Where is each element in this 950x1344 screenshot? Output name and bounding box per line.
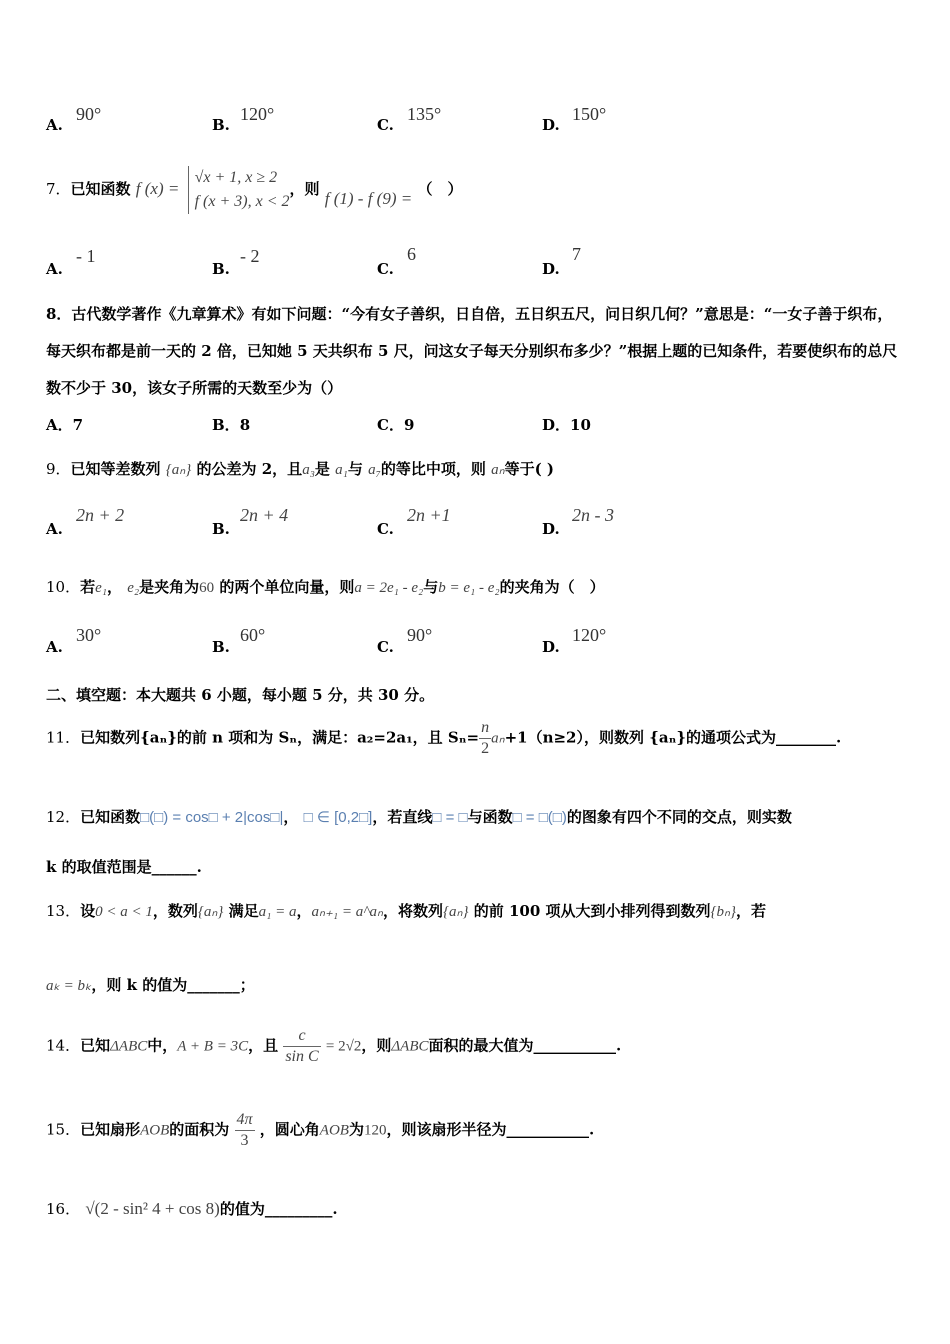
q15-frac-top: 4π [235,1110,255,1131]
q12-line: □ = □ [432,809,468,826]
q13-line-2 [46,974,255,995]
q6-option-d-letter: D. [542,116,560,134]
q14-text-2: 中， [147,1036,178,1055]
q8-option-a-letter: A． [46,416,73,434]
q10-vector-a: a = 2e₁ - e₂ [354,580,424,596]
q13-bseq: {bₙ} [710,904,736,920]
q13-seq: {aₙ} [197,904,224,920]
q7-option-c-letter: C. [377,260,394,278]
q10-text-5: 与 [423,578,439,596]
q15-number: 15． [46,1120,81,1139]
q7-option-d-value: 7 [572,244,581,264]
section-2-header: 二、填空题：本大题共 6 小题，每小题 5 分，共 30 分。 [46,686,435,704]
q13-condition: 0 < a < 1 [95,904,153,920]
q14-text-5: 面积的最大值为___________. [428,1036,622,1055]
question-16 [46,1198,338,1219]
q10-text-3: 是夹角为 [139,578,200,596]
q9-option-d-letter: D. [542,520,560,538]
q7-option-b-letter: B. [212,260,230,278]
q8-option-d [542,414,591,435]
q6-option-b-letter: B. [212,116,230,134]
q9-text-1: 已知等差数列 [70,460,161,478]
q11-frac-bot: 2 [481,740,490,757]
q7-text-post: （ ） [417,180,463,198]
q14-triangle-2: ΔABC [391,1038,429,1055]
q9-option-d-value: 2n - 3 [572,505,614,525]
q9-number: 9． [46,460,71,478]
q13-text-1: 设 [80,902,96,920]
question-10 [46,576,605,597]
q9-a7: a₇ [368,462,381,478]
q15-text-1: 已知扇形 [80,1120,141,1139]
q12-text-3: ，若直线 [372,808,433,826]
question-9 [46,458,554,479]
q14-frac-top: c [283,1026,320,1047]
question-14 [46,1026,621,1067]
q10-option-c-letter: C. [377,638,394,656]
q9-option-a-letter: A. [46,520,63,538]
q13-text-6: 的前 100 项从大到小排列得到数列 [473,902,711,920]
q10-text-2: ， [106,578,122,596]
q9-text-5: 的等比中项，则 [380,460,486,478]
q13-number: 13． [46,902,81,920]
q14-angle-sum: A + B = 3C [177,1038,249,1055]
q12-text-4: 与函数 [467,808,513,826]
q15-text-3: ，圆心角 [259,1120,320,1139]
question-7 [46,166,462,214]
q9-text-2: 的公差为 2，且 [196,460,303,478]
q12-text-5: 的图象有四个不同的交点，则实数 [566,808,792,826]
q7-option-c-value: 6 [407,244,416,264]
q7-case-1: √x + 1, x ≥ 2 [194,169,278,186]
q9-an: aₙ [491,462,505,478]
q12-function: □(□) = cos□ + 2|cos□| [140,809,284,826]
q7-piecewise [188,166,290,214]
question-11 [46,718,841,759]
q7-option-a-value: - 1 [76,246,96,266]
q16-expression: √(2 - sin² 4 + cos 8) [85,1199,220,1218]
q13-text-8: ，则 k 的值为_______； [91,976,255,994]
q7-fx: f (x) = [135,179,180,198]
q6-option-c-value: 135° [407,104,442,124]
q7-option-d-letter: D. [542,260,560,278]
q14-text-1: 已知 [80,1036,111,1055]
q14-text-3: ，且 [248,1036,279,1055]
q6-option-b-value: 120° [240,104,275,124]
q9-option-c-letter: C. [377,520,394,538]
q8-option-d-value: 10 [570,416,591,434]
q12-line-2: k 的取值范围是______. [46,858,202,876]
q15-text-4: 为 [348,1120,364,1139]
q10-e1: e₁ [95,580,107,596]
q9-option-c-value: 2n +1 [407,505,451,525]
q11-an: aₙ [491,730,505,747]
q6-option-c-letter: C. [377,116,394,134]
q10-angle: 60 [199,580,215,596]
q7-number: 7． [46,180,71,198]
q9-option-b-value: 2n + 4 [240,505,289,525]
q13-equation: aₖ = bₖ [46,978,92,994]
q8-option-c-letter: C． [377,416,404,434]
q15-aob-2: AOB [319,1122,349,1139]
q10-number: 10． [46,578,81,596]
q10-option-b-letter: B. [212,638,230,656]
q11-text-1: 已知数列{aₙ}的前 n 项和为 Sₙ，满足：a₂=2a₁，且 Sₙ= [80,728,480,747]
q10-option-a-letter: A. [46,638,63,656]
q10-text-4: 的两个单位向量，则 [219,578,355,596]
q10-e2: e₂ [127,580,140,596]
q6-option-a-letter: A. [46,116,63,134]
q14-frac-bot: sin C [285,1048,319,1065]
q8-option-c [377,414,414,435]
q8-option-a [46,414,83,435]
q14-text-4: ，则 [361,1036,392,1055]
q9-a3: a₃ [302,462,315,478]
q9-text-3: 是 [314,460,330,478]
q13-recurrence: aₙ₊₁ = a^aₙ [311,904,384,920]
q10-option-d-value: 120° [572,625,607,645]
q14-rhs: = 2√2 [325,1038,362,1055]
q8-option-a-value: 7 [72,416,84,434]
q7-option-b-value: - 2 [240,246,260,266]
q15-text-5: ，则该扇形半径为___________. [386,1120,595,1139]
q13-a1: a₁ = a [258,904,297,920]
q13-text-2: ，数列 [152,902,198,920]
q12-text-2: ， [283,808,299,826]
q7-text-pre: 已知函数 [70,180,131,198]
q11-number: 11． [46,728,81,747]
q13-text-3: 满足 [228,902,259,920]
question-15 [46,1110,594,1151]
q15-text-2: 的面积为 [169,1120,230,1139]
q8-option-d-letter: D． [542,416,571,434]
q8-option-b-letter: B． [212,416,240,434]
q9-seq: {aₙ} [165,462,192,478]
q10-text-6: 的夹角为（ ） [499,578,605,596]
q8-option-b [212,414,250,435]
q9-option-a-value: 2n + 2 [76,505,125,525]
q12-fn: □ = □(□) [512,809,567,826]
q10-vector-b: b = e₁ - e₂ [438,580,500,596]
q10-option-d-letter: D. [542,638,560,656]
q15-fraction [235,1110,255,1151]
q14-triangle: ΔABC [110,1038,148,1055]
q16-number: 16． [46,1200,81,1218]
q13-text-5: ，将数列 [383,902,444,920]
q9-a1: a₁ [335,462,348,478]
question-12 [46,806,792,827]
q7-option-a-letter: A. [46,260,63,278]
q16-text-1: 的值为_________. [219,1200,338,1218]
q10-option-a-value: 30° [76,625,102,645]
q12-number: 12． [46,808,81,826]
q6-option-a-value: 90° [76,104,102,124]
q9-text-6: 等于( ) [504,460,554,478]
q10-text-1: 若 [80,578,96,596]
q8-option-b-value: 8 [239,416,251,434]
q7-text-mid: ，则 [289,180,320,198]
q13-seq-2: {aₙ} [443,904,469,920]
q11-fraction [479,718,491,759]
q10-option-b-value: 60° [240,625,266,645]
q10-option-c-value: 90° [407,625,433,645]
question-13 [46,900,766,921]
q14-fraction [283,1026,320,1067]
q11-frac-top: n [479,718,491,739]
q9-option-b-letter: B. [212,520,230,538]
q11-text-2: +1（n≥2），则数列 {aₙ}的通项公式为________. [504,728,842,747]
q9-text-4: 与 [347,460,363,478]
q13-text-7: ，若 [736,902,767,920]
q6-option-d-value: 150° [572,104,607,124]
q7-expression: f (1) - f (9) = [324,189,413,208]
q13-text-4: ， [296,902,312,920]
q15-frac-bot: 3 [240,1132,249,1149]
q12-domain: □ ∈ [0,2□] [303,809,373,826]
q12-text-1: 已知函数 [80,808,141,826]
q15-aob: AOB [140,1122,170,1139]
q7-case-2: f (x + 3), x < 2 [194,193,290,210]
question-8: 8．古代数学著作《九章算术》有如下问题：“今有女子善织，日自倍，五日织五尺，问日织几何？”意思是：“一女子善于织布，每天织布都是前一天的 2 倍，已知她 5 天共织布 5 尺，问这女子每天分别织布多少？”根据上题的已知条件，若要使织布的总尺数不少于 30，该女子所需的天数至少为（） [46,305,898,397]
q14-number: 14． [46,1036,81,1055]
q15-degree: 120 [363,1122,387,1139]
q8-option-c-value: 9 [403,416,415,434]
